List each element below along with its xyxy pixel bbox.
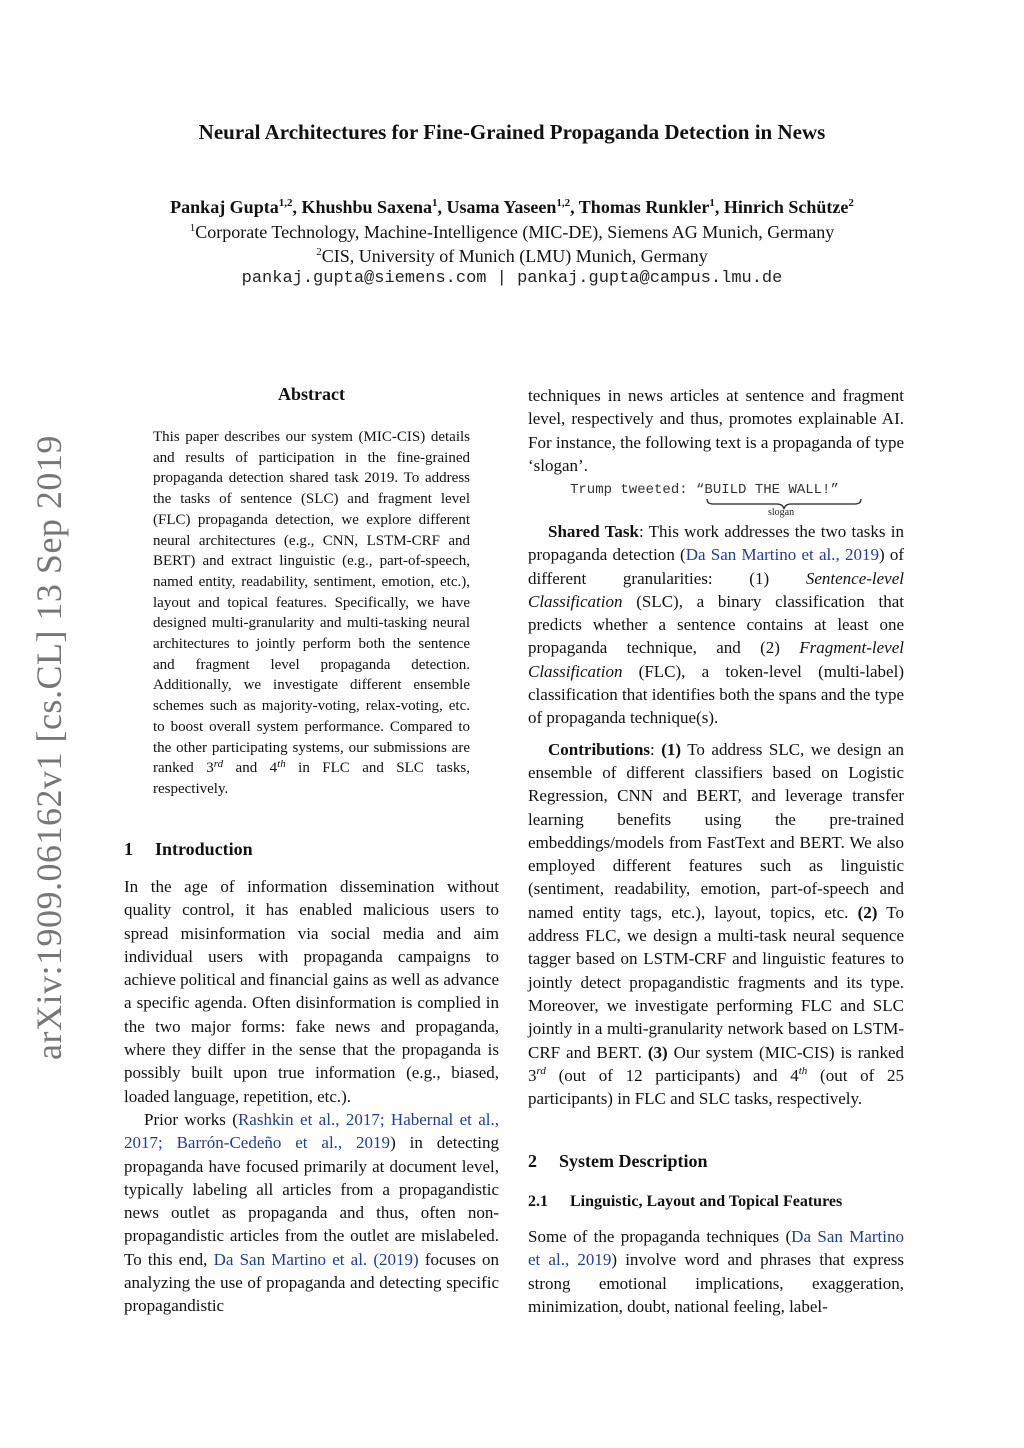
rank-superscript: th (277, 758, 286, 771)
paragraph-shared-task (528, 520, 904, 730)
subsection-title: Linguistic, Layout and Topical Features (570, 1193, 843, 1210)
paragraph-text: (SLC), a binary classification that predicts whether a sentence contains at least one propaganda technique, and (2) (528, 591, 904, 658)
introduction-body (124, 875, 499, 1318)
paragraph-text: : This work addresses the two tasks in propaganda detection ( (528, 522, 904, 565)
run-in-heading: Shared Task (548, 522, 639, 541)
affiliation-marker: 2 (316, 246, 322, 258)
paragraph: In the age of information dissemination without quality control, it has enabled malicious users to spread misinformation via social media and aim individual users with propaganda campaigns to achieve political and financial gains as well as advance a specific agenda. Often disinformation is complied in the two major forms: fake news and propaganda, where they differ in the sense that the propaganda is possibly built upon true information (e.g., biased, loaded language, repetition, etc.). (124, 877, 499, 1106)
citation-link[interactable]: Da San Martino et al., 2019 (685, 545, 879, 565)
citation-link[interactable]: Da San Martino et al., 2019 (528, 1227, 905, 1270)
author-affiliation-marker: 2 (848, 197, 854, 209)
rank-superscript: rd (536, 1064, 546, 1077)
right-column-continuation: techniques in news articles at sentence and fragment level, respectively and thus, promotes explainable AI. For instance, the following text is a propaganda of type ‘slogan’. (528, 386, 904, 475)
author-affiliation-marker: 1 (709, 197, 715, 209)
abstract-text: and 4 (223, 760, 278, 777)
affiliation-text: Corporate Technology, Machine-Intelligence (MIC-DE), Siemens AG Munich, Germany (195, 222, 835, 242)
right-column-body (528, 520, 904, 1110)
section-heading-introduction (124, 839, 253, 860)
paragraph (124, 1108, 499, 1318)
citation-link[interactable]: Rashkin et al., 2017; Habernal et al., 2017; Barrón-Cedeño et al., 2019 (124, 1109, 499, 1153)
paragraph-text: To address SLC, we design an ensemble of different classifiers based on Logistic Regression, CNN and BERT, and leverage transfer learning benefits using the pre-trained embeddings/models from FastText and BERT. We also employed different features such as linguistic (sentiment, readability, emotion, part-of-speech and named entity tags, etc.), layout, topics, etc. (528, 739, 904, 922)
section-title: System Description (559, 1151, 708, 1171)
paper-title: Neural Architectures for Fine-Grained Propaganda Detection in News (198, 120, 826, 144)
abstract-text: This paper describes our system (MIC-CIS) details and results of participation in the fine-grained propaganda detection shared task 2019. To address the tasks of sentence (SLC) and fragment level (FLC) propaganda detection, we explore different neural architectures (e.g., CNN, LSTM-CRF and BERT) and extract linguistic (e.g., part-of-speech, named entity, readability, sentiment, emotion, etc.), layout and topical features. Specifically, we have designed multi-granularity and multi-tasking neural architectures to jointly perform both the sentence and fragment level propaganda detection. Additionally, we investigate different ensemble schemes such as majority-voting, relax-voting, etc. to boost overall system performance. Compared to the other participating systems, our submissions are ranked 3 (153, 429, 470, 777)
subsection-heading (528, 1193, 842, 1211)
author-affiliation-marker: 1,2 (556, 197, 571, 209)
section-number: 2 (528, 1151, 537, 1171)
affiliation-text: CIS, University of Munich (LMU) Munich, Germany (321, 246, 708, 266)
paragraph-text: (FLC), a token-level (multi-label) classification that identifies both the spans and the type of propaganda technique(s). (528, 661, 904, 728)
example-prefix: Trump tweeted: (570, 482, 697, 498)
paragraph-text: Prior works ( (144, 1109, 238, 1129)
subsection-body (528, 1225, 904, 1318)
paragraph-text: (out of 12 participants) and 4 (545, 1065, 799, 1085)
rank-superscript: rd (213, 758, 224, 771)
affiliation-marker: 1 (189, 222, 196, 234)
abstract-text: in FLC and SLC tasks, respectively. (153, 760, 470, 797)
example-propaganda-text (570, 482, 900, 498)
paragraph-text: : (650, 739, 662, 759)
author-list: Pankaj Gupta$^{1,2}$, Khushbu Saxena$^1$, Usama Yaseen$^{1,2}$, Thomas Runkler$^1$, Hinrich Schütze$^2$ (170, 197, 854, 217)
paragraph-text: Some of the propaganda techniques ( (528, 1227, 792, 1246)
paragraph-text: (out of 25 participants) in FLC and SLC tasks, respectively. (528, 1065, 905, 1109)
abstract-body (153, 427, 470, 800)
rank-superscript: th (798, 1064, 808, 1077)
paragraph-text: Our system (MIC-CIS) is ranked 3 (528, 1042, 905, 1085)
section-title: Introduction (155, 839, 253, 859)
citation-link[interactable]: Da San Martino et al. (2019) (213, 1249, 419, 1269)
subsection-number: 2.1 (528, 1193, 548, 1210)
author-emails: pankaj.gupta@siemens.com | pankaj.gupta@campus.lmu.de (241, 269, 783, 288)
author-name: Pankaj Gupta (170, 197, 279, 217)
example-quote: “BUILD THE WALL!” (696, 482, 839, 498)
author-name: Khushbu Saxena (301, 197, 433, 217)
run-in-heading: Contributions (548, 739, 651, 759)
paragraph-text: ) in detecting propaganda have focused primarily at document level, typically labeling all articles from a propagandistic news outlet as propaganda and thus, often non-propagandistic articles from the outlet are mislabeled. To this end, (124, 1133, 499, 1269)
affiliation-2 (0, 244, 1024, 268)
abstract-heading: Abstract (278, 384, 345, 404)
paragraph-text: focuses on analyzing the use of propaganda and detecting specific propagandistic (124, 1249, 500, 1316)
term-italic: Fragment-level Classification (528, 638, 904, 681)
example-label: slogan (768, 507, 795, 518)
author-affiliation-marker: 1 (432, 197, 438, 209)
list-marker: (1) (661, 739, 682, 759)
arxiv-identifier-stamp: arXiv:1909.06162v1 [cs.CL] 13 Sep 2019 (29, 435, 69, 1060)
section-number: 1 (124, 839, 133, 859)
list-marker: (3) (647, 1042, 668, 1062)
author-name: Thomas Runkler (578, 197, 710, 217)
paragraph-text: To address FLC, we design a multi-task neural sequence tagger based on LSTM-CRF and linguistic features to jointly detect propagandistic fragments and its type. Moreover, we investigate performing FLC and SLC jointly in a multi-granularity network based on LSTM-CRF and BERT. (528, 902, 904, 1062)
author-affiliation-marker: 1,2 (278, 197, 293, 209)
affiliation-1 (0, 220, 1024, 244)
paragraph-text: ) involve word and phrases that express strong emotional implications, exaggeration, minimization, doubt, national feeling, label- (528, 1250, 904, 1316)
author-name: Usama Yaseen (446, 197, 557, 217)
list-marker: (2) (857, 902, 878, 922)
section-heading-system-description (528, 1151, 707, 1172)
paragraph-text: ) of different granularities: (1) (528, 545, 904, 588)
paragraph-contributions (528, 738, 904, 1111)
author-name: Hinrich Schütze (723, 197, 849, 217)
term-italic: Sentence-level Classification (528, 568, 904, 611)
